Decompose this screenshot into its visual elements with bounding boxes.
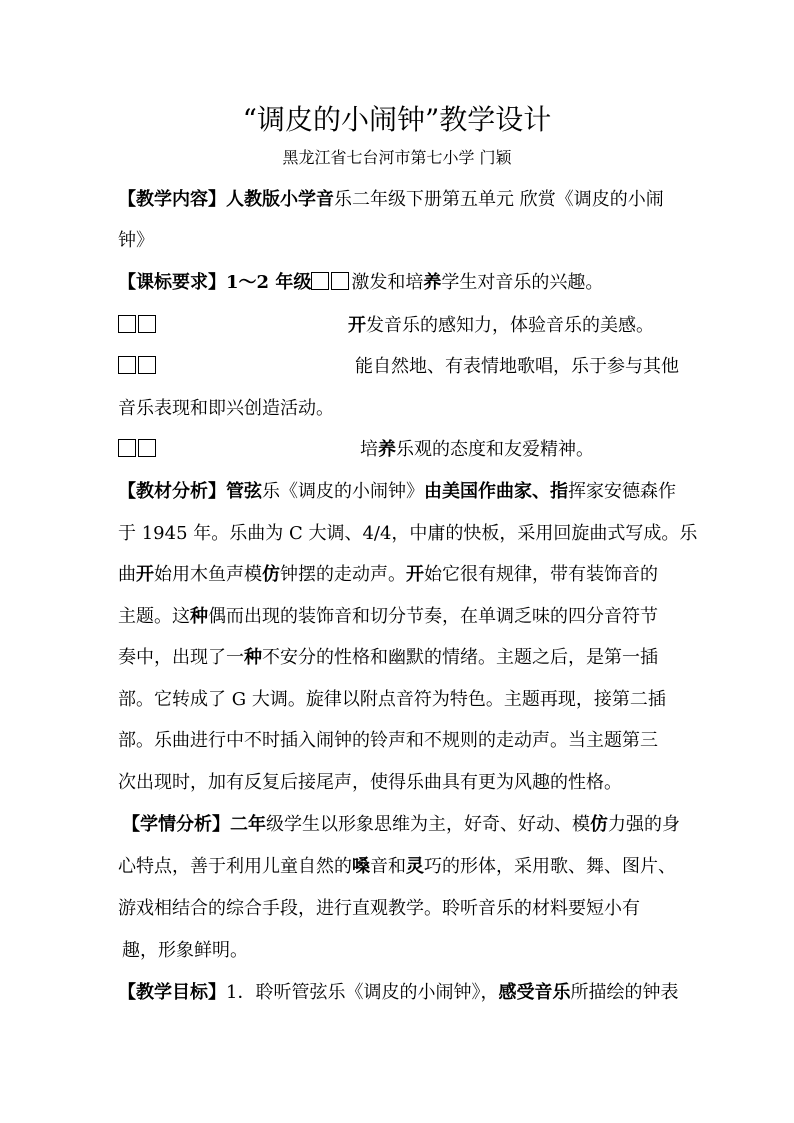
material-line-4-text: 主题。这 <box>118 606 190 627</box>
goal-line-2 <box>118 354 679 380</box>
material-bold-1: 管弦 <box>226 481 262 502</box>
student-line-2 <box>118 854 676 880</box>
student-line-2-bold: 嗓 <box>352 856 370 877</box>
objective-text-1: 1．聆听管弦乐《调皮的小闹钟》， <box>226 982 499 1003</box>
material-line-3-text: 始用木鱼声模 <box>154 564 262 585</box>
student-line-4: 趣，形象鲜明。 <box>122 940 248 961</box>
missing-glyph-box <box>311 272 329 290</box>
content-label: 【教学内容】 <box>118 189 226 210</box>
student-line-1 <box>122 812 680 838</box>
goal-3-text-1: 培 <box>360 439 378 460</box>
material-line-1 <box>118 479 676 505</box>
student-bold-2: 仿 <box>590 814 608 835</box>
goal-3-bold: 养 <box>378 439 396 460</box>
standard-label: 【课标要求】 <box>118 272 226 293</box>
material-text-1: 乐《调皮的小闹钟》 <box>262 481 424 502</box>
material-line-5 <box>118 645 658 671</box>
objective-bold: 感受音乐 <box>498 982 571 1003</box>
objective-line-1 <box>118 980 678 1006</box>
standard-bold: 养 <box>423 272 442 293</box>
material-line-3-bold: 仿 <box>262 564 280 585</box>
goal-2-text-1: 能自然地、有表情地歌唱，乐于参与其他 <box>355 356 679 377</box>
standard-grade: 1～2 年级 <box>226 272 312 293</box>
material-line-3-text: 钟摆的走动声。 <box>280 564 406 585</box>
student-label: 【学情分析】 <box>122 814 230 835</box>
student-line-2-text: 心特点，善于利用儿童自然的 <box>118 856 352 877</box>
standard-text-1: 激发和培 <box>351 272 424 293</box>
goal-line-3 <box>118 437 594 463</box>
material-line-5-text: 奏中，出现了一 <box>118 647 244 668</box>
content-bold: 人教版小学音 <box>226 189 334 210</box>
material-line-4-text: 偶而出现的装饰音和切分节奏，在单调乏味的四分音符节 <box>208 606 658 627</box>
material-line-4-bold: 种 <box>190 606 208 627</box>
missing-glyph-box <box>331 272 349 290</box>
goal-1-bold: 开 <box>348 315 366 336</box>
material-line-5-bold: 种 <box>244 647 262 668</box>
material-line-3-bold: 开 <box>406 564 424 585</box>
missing-glyph-box <box>118 315 136 333</box>
document-title: “调皮的小闹钟”教学设计 <box>242 103 552 136</box>
material-line-4 <box>118 604 658 630</box>
material-line-3-bold: 开 <box>136 564 154 585</box>
missing-glyph-box <box>138 315 156 333</box>
material-label: 【教材分析】 <box>118 481 226 502</box>
goal-1-text: 发音乐的感知力，体验音乐的美感。 <box>366 315 654 336</box>
objective-label: 【教学目标】 <box>118 982 226 1003</box>
content-text: 乐二年级下册第五单元 欣赏《调皮的小闹 <box>334 189 664 210</box>
missing-glyph-box <box>138 439 156 457</box>
objective-text-2: 所描绘的钟表 <box>570 982 679 1003</box>
missing-glyph-box <box>138 356 156 374</box>
material-line-6: 部。它转成了 G 大调。旋律以附点音符为特色。主题再现，接第二插 <box>118 689 666 710</box>
goal-line-2b: 音乐表现和即兴创造活动。 <box>118 398 334 419</box>
material-line-2: 于 1945 年。乐曲为 C 大调、4/4，中庸的快板，采用回旋曲式写成。乐 <box>118 523 698 544</box>
goal-line-1 <box>118 313 654 339</box>
standard-text-2: 学生对音乐的兴趣。 <box>441 272 604 293</box>
student-bold-1: 二年 <box>230 814 266 835</box>
missing-glyph-box <box>118 439 136 457</box>
missing-glyph-box <box>118 356 136 374</box>
student-line-2-bold: 灵 <box>406 856 424 877</box>
author-line: 黑龙江省七台河市第七小学 门颖 <box>282 148 512 167</box>
material-line-3-text: 曲 <box>118 564 136 585</box>
content-line-2: 钟》 <box>118 230 154 251</box>
student-text-2: 力强的身 <box>608 814 680 835</box>
material-bold-2: 由美国作曲家、指 <box>424 481 568 502</box>
material-text-2: 挥家安德森作 <box>568 481 676 502</box>
goal-3-text-2: 乐观的态度和友爱精神。 <box>396 439 594 460</box>
material-line-3 <box>118 562 658 588</box>
content-line-1 <box>118 187 664 213</box>
material-line-7: 部。乐曲进行中不时插入闹钟的铃声和不规则的走动声。当主题第三 <box>118 730 658 751</box>
student-line-3: 游戏相结合的综合手段，进行直观教学。聆听音乐的材料要短小有 <box>118 898 640 919</box>
material-line-3-text: 始它很有规律，带有装饰音的 <box>424 564 658 585</box>
material-line-8: 次出现时，加有反复后接尾声，使得乐曲具有更为风趣的性格。 <box>118 772 622 793</box>
standard-line <box>118 270 603 296</box>
student-text-1: 级学生以形象思维为主，好奇、好动、模 <box>266 814 590 835</box>
material-line-5-text: 不安分的性格和幽默的情绪。主题之后，是第一插 <box>262 647 658 668</box>
student-line-2-text: 音和 <box>370 856 406 877</box>
student-line-2-text: 巧的形体，采用歌、舞、图片、 <box>424 856 676 877</box>
